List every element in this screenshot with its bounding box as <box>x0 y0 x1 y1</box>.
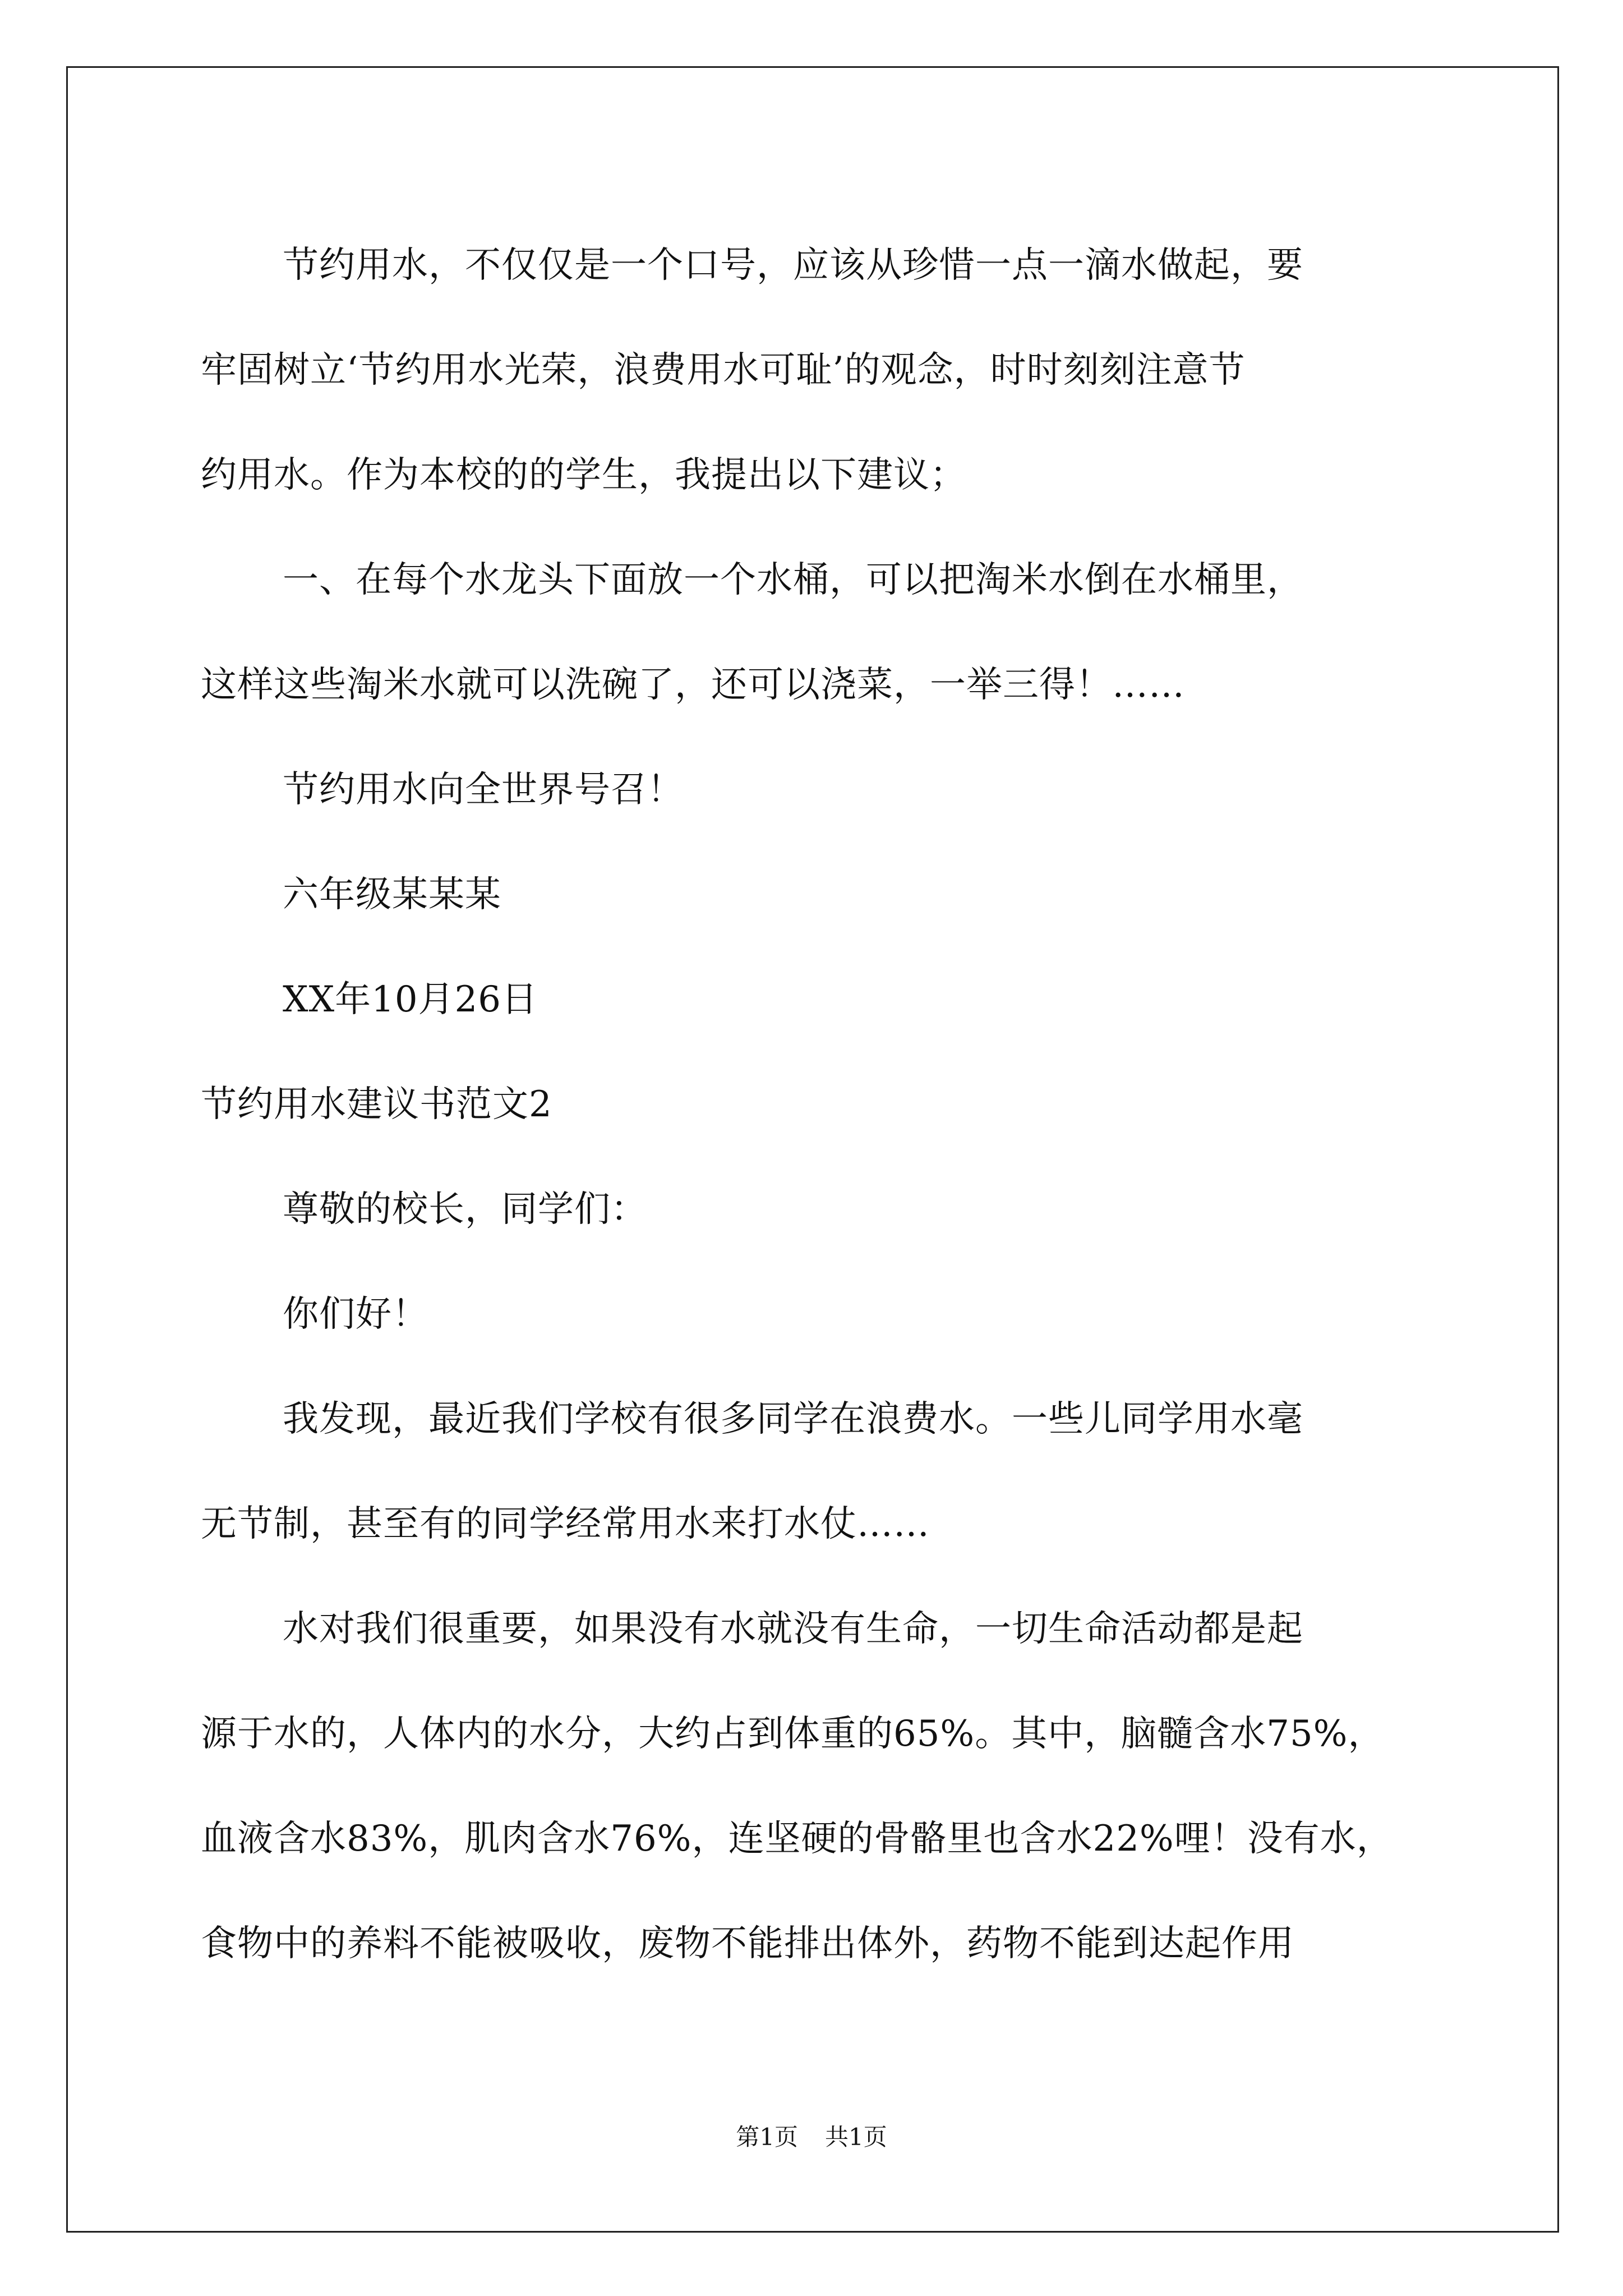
page-total: 共1页 <box>825 2123 887 2151</box>
paragraph-line: 牢固树立‘节约用水光荣，浪费用水可耻’的观念，时时刻刻注意节 <box>201 349 1246 391</box>
paragraph-line: 食物中的养料不能被吸收，废物不能排出体外，药物不能到达起作用 <box>201 1923 1294 1964</box>
paragraph-line: 节约用水向全世界号召！ <box>283 769 684 811</box>
paragraph-line: 水对我们很重要，如果没有水就没有生命，一切生命活动都是起 <box>283 1608 1303 1650</box>
paragraph-line: 这样这些淘米水就可以洗碗了，还可以浇菜，一举三得！…… <box>201 664 1185 706</box>
page-number: 第1页 <box>736 2123 798 2151</box>
section-heading: 节约用水建议书范文2 <box>201 1084 552 1125</box>
greeting: 你们好！ <box>283 1294 428 1335</box>
paragraph-line: 一、在每个水龙头下面放一个水桶，可以把淘米水倒在水桶里， <box>283 559 1303 601</box>
paragraph-line: 血液含水83%，肌肉含水76%，连坚硬的骨骼里也含水22%哩！没有水， <box>201 1818 1393 1860</box>
paragraph-line: 无节制，甚至有的同学经常用水来打水仗…… <box>201 1503 930 1545</box>
paragraph-line: 我发现，最近我们学校有很多同学在浪费水。一些儿同学用水毫 <box>283 1398 1303 1440</box>
paragraph-line: 节约用水，不仅仅是一个口号，应该从珍惜一点一滴水做起，要 <box>283 245 1303 286</box>
paragraph-line: 约用水。作为本校的的学生，我提出以下建议； <box>201 454 966 496</box>
salutation: 尊敬的校长，同学们： <box>283 1189 647 1230</box>
paragraph-line: 源于水的，人体内的水分，大约占到体重的65%。其中，脑髓含水75%， <box>201 1713 1385 1755</box>
signature-date: XX年10月26日 <box>283 979 538 1020</box>
signature-name: 六年级某某某 <box>283 874 501 915</box>
document-body <box>201 213 1435 1996</box>
page-footer <box>0 2120 1623 2154</box>
